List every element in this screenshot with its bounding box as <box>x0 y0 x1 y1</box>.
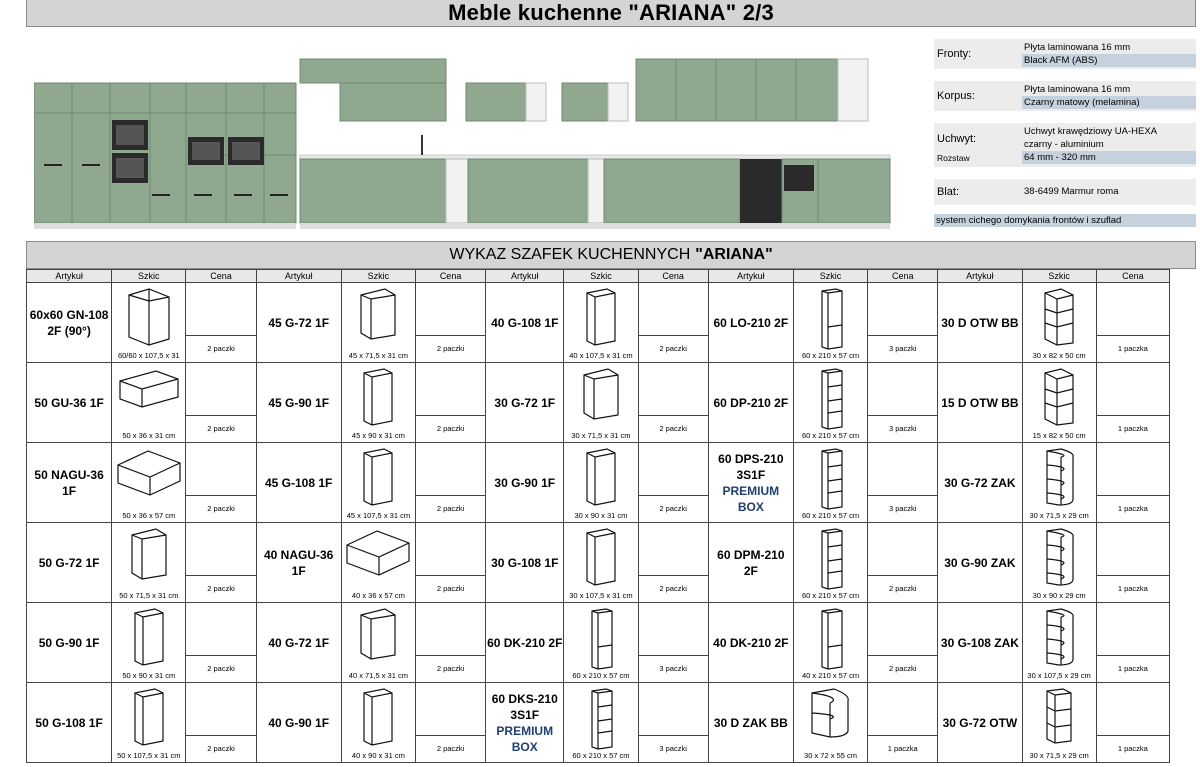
price-cell <box>186 283 256 363</box>
sketch-cell <box>793 283 867 363</box>
package-count: 2 paczki <box>639 415 708 442</box>
price-cell <box>868 523 938 603</box>
article-name: 50 GU-36 1F <box>34 395 104 410</box>
catalog-page <box>26 0 1196 767</box>
fridge-column-icon <box>816 287 846 351</box>
table-row <box>27 523 1170 603</box>
article-cell <box>708 443 793 523</box>
deep-hood-cabinet-icon <box>343 527 413 577</box>
dimensions-text: 30 x 90 x 29 cm <box>1032 591 1086 600</box>
price-cell <box>638 443 708 523</box>
price-cell <box>868 683 938 763</box>
dimensions-text: 60 x 210 x 57 cm <box>801 431 860 440</box>
dimensions-text: 40 x 107,5 x 31 cm <box>569 351 633 360</box>
corner-cabinet-icon <box>119 287 179 347</box>
package-count: 2 paczki <box>868 575 937 602</box>
dimensions-text: 45 x 71,5 x 31 cm <box>348 351 408 360</box>
header-szkic: Szkic <box>1022 270 1096 283</box>
package-count: 3 paczki <box>868 495 937 522</box>
article-name: 50 G-108 1F <box>35 715 103 730</box>
dimensions-text: 30 x 107,5 x 29 cm <box>1027 671 1091 680</box>
article-name: 30 G-72 OTW <box>942 715 1018 730</box>
article-name: 30 G-108 1F <box>491 555 559 570</box>
article-cell <box>256 443 341 523</box>
sketch-cell <box>564 443 638 523</box>
sketch-cell <box>341 443 415 523</box>
header-cena: Cena <box>1096 270 1169 283</box>
package-count: 1 paczka <box>1097 735 1169 762</box>
package-count: 1 paczka <box>1097 495 1169 522</box>
silent-close-note: system cichego domykania frontów i szuflad <box>934 214 1196 227</box>
package-count: 2 paczki <box>186 655 255 682</box>
spec-value: Płyta laminowana 16 mm <box>1024 84 1131 95</box>
sketch-cell <box>1022 523 1096 603</box>
price-cell <box>1096 603 1169 683</box>
sketch-cell <box>341 283 415 363</box>
article-name: 30 D OTW BB <box>941 315 1019 330</box>
tall-column-icon <box>586 607 616 671</box>
dimensions-text: 50 x 90 x 31 cm <box>122 671 176 680</box>
package-count: 2 paczki <box>639 335 708 362</box>
microwave-column-icon <box>816 527 846 591</box>
sketch-cell <box>112 603 186 683</box>
tall-wall-cabinet-icon <box>358 687 398 747</box>
price-cell <box>1096 363 1169 443</box>
tall-wall-cabinet-icon <box>129 687 169 747</box>
article-name: 60 DPM-210 2F <box>717 547 785 578</box>
package-count: 2 paczki <box>186 415 255 442</box>
premium-box-label: PREMIUM BOX <box>496 723 554 754</box>
open-wall-shelf-icon <box>1041 687 1077 745</box>
spec-label: Korpus: <box>937 90 975 102</box>
article-name: 45 G-72 1F <box>268 315 330 330</box>
header-cena: Cena <box>638 270 708 283</box>
article-cell <box>256 683 341 763</box>
oven-drawer-column-icon <box>816 447 846 511</box>
header-artykul: Artykuł <box>708 270 793 283</box>
package-count: 3 paczki <box>639 655 708 682</box>
article-name: 15 D OTW BB <box>941 395 1019 410</box>
article-cell <box>938 443 1022 523</box>
dimensions-text: 50 x 36 x 57 cm <box>122 511 176 520</box>
article-cell <box>27 683 112 763</box>
header-artykul: Artykuł <box>486 270 564 283</box>
package-count: 1 paczka <box>1097 415 1169 442</box>
sketch-cell <box>112 443 186 523</box>
dimensions-text: 40 x 210 x 57 cm <box>801 671 860 680</box>
spec-value: Uchwyt krawędziowy UA-HEXA <box>1024 126 1158 137</box>
tall-wall-cabinet-icon <box>129 607 169 667</box>
price-cell <box>638 683 708 763</box>
spec-value: Czarny matowy (melamina) <box>1022 96 1196 109</box>
dimensions-text: 30 x 71,5 x 31 cm <box>571 431 631 440</box>
article-cell <box>256 523 341 603</box>
price-cell <box>638 523 708 603</box>
price-cell <box>415 443 485 523</box>
article-name: 30 G-90 1F <box>494 475 556 490</box>
article-cell <box>27 603 112 683</box>
sketch-cell <box>1022 603 1096 683</box>
table-row <box>27 283 1170 363</box>
table-row <box>27 363 1170 443</box>
sketch-cell <box>793 603 867 683</box>
sketch-cell <box>112 283 186 363</box>
dimensions-text: 50 x 36 x 31 cm <box>122 431 176 440</box>
article-cell <box>486 283 564 363</box>
article-cell <box>27 283 112 363</box>
article-cell <box>486 683 564 763</box>
dimensions-text: 60 x 210 x 57 cm <box>801 591 860 600</box>
tall-wall-cabinet-icon <box>581 287 621 347</box>
article-name: 60 LO-210 2F <box>713 315 789 330</box>
article-name: 30 G-90 ZAK <box>944 555 1016 570</box>
price-cell <box>186 363 256 443</box>
rounded-shelf-icon <box>1039 607 1079 667</box>
spec-value: Płyta laminowana 16 mm <box>1024 42 1131 53</box>
tall-column-icon <box>816 607 846 671</box>
spec-label: Blat: <box>937 186 960 198</box>
price-cell <box>186 443 256 523</box>
dimensions-text: 30 x 72 x 55 cm <box>804 751 857 760</box>
package-count: 2 paczki <box>639 495 708 522</box>
article-name: 30 G-72 1F <box>494 395 556 410</box>
list-title-prefix: WYKAZ SZAFEK KUCHENNYCH <box>449 246 691 263</box>
header-szkic: Szkic <box>112 270 186 283</box>
price-cell <box>415 603 485 683</box>
open-shelf-icon <box>1039 287 1079 347</box>
article-name: 45 G-108 1F <box>265 475 333 490</box>
sketch-cell <box>1022 443 1096 523</box>
article-name: 50 G-72 1F <box>38 555 100 570</box>
rounded-base-shelf-icon <box>808 687 854 739</box>
specs-panel <box>934 39 1196 234</box>
dimensions-text: 30 x 90 x 31 cm <box>574 511 628 520</box>
price-cell <box>415 283 485 363</box>
dimensions-text: 50 x 71,5 x 31 cm <box>119 591 179 600</box>
tall-wall-cabinet-icon <box>581 447 621 507</box>
page-title: Meble kuchenne "ARIANA" 2/3 <box>26 0 1196 27</box>
article-cell <box>938 683 1022 763</box>
price-cell <box>415 683 485 763</box>
spec-value: 64 mm - 320 mm <box>1022 151 1196 164</box>
price-cell <box>638 363 708 443</box>
package-count: 2 paczki <box>416 415 485 442</box>
article-name: 60 DKS-210 3S1F <box>491 691 558 722</box>
package-count: 3 paczki <box>868 335 937 362</box>
price-cell <box>186 523 256 603</box>
article-name: 30 G-72 ZAK <box>944 475 1016 490</box>
package-count: 2 paczki <box>416 575 485 602</box>
deep-hood-cabinet-icon <box>114 447 184 497</box>
package-count: 2 paczki <box>416 495 485 522</box>
dimensions-text: 60 x 210 x 57 cm <box>572 671 630 680</box>
price-cell <box>868 363 938 443</box>
article-cell <box>938 283 1022 363</box>
sketch-cell <box>793 443 867 523</box>
article-cell <box>486 603 564 683</box>
sketch-cell <box>564 523 638 603</box>
spec-korpus <box>934 81 1196 111</box>
dimensions-text: 30 x 107,5 x 31 cm <box>569 591 633 600</box>
spec-uchwyt <box>934 123 1196 167</box>
price-cell <box>868 443 938 523</box>
spec-label: Uchwyt: <box>937 133 977 145</box>
package-count: 2 paczki <box>416 655 485 682</box>
article-cell <box>708 603 793 683</box>
table-row <box>27 603 1170 683</box>
article-cell <box>486 363 564 443</box>
package-count: 1 paczka <box>1097 655 1169 682</box>
package-count: 1 paczka <box>1097 575 1169 602</box>
wall-cabinet-icon <box>578 367 624 421</box>
sketch-cell <box>112 683 186 763</box>
package-count: 2 paczki <box>186 735 255 762</box>
dimensions-text: 45 x 90 x 31 cm <box>351 431 405 440</box>
article-cell <box>938 523 1022 603</box>
wall-cabinet-icon <box>355 607 401 661</box>
drawer-column-icon <box>586 687 616 751</box>
header-cena: Cena <box>186 270 256 283</box>
package-count: 3 paczki <box>868 415 937 442</box>
article-cell <box>27 443 112 523</box>
header-artykul: Artykuł <box>938 270 1022 283</box>
article-cell <box>256 603 341 683</box>
dimensions-text: 60 x 210 x 57 cm <box>801 351 860 360</box>
dimensions-text: 30 x 71,5 x 29 cm <box>1029 511 1089 520</box>
article-cell <box>256 283 341 363</box>
price-cell <box>868 603 938 683</box>
rounded-shelf-icon <box>1039 527 1079 587</box>
article-name: 60x60 GN-108 2F (90°) <box>29 307 109 338</box>
dimensions-text: 45 x 107,5 x 31 cm <box>346 511 411 520</box>
sketch-cell <box>341 363 415 443</box>
article-name: 40 G-108 1F <box>491 315 559 330</box>
sketch-cell <box>112 523 186 603</box>
table-row <box>27 443 1170 523</box>
sketch-cell <box>793 683 867 763</box>
header-artykul: Artykuł <box>27 270 112 283</box>
article-name: 30 D ZAK BB <box>713 715 788 730</box>
package-count: 2 paczki <box>416 335 485 362</box>
price-cell <box>186 683 256 763</box>
list-title-name: "ARIANA" <box>695 246 773 263</box>
price-cell <box>186 603 256 683</box>
article-cell <box>708 683 793 763</box>
package-count: 2 paczki <box>186 335 255 362</box>
article-cell <box>27 363 112 443</box>
article-cell <box>938 603 1022 683</box>
sketch-cell <box>341 683 415 763</box>
spec-value: 38-6499 Marmur roma <box>1024 186 1119 197</box>
sketch-cell <box>1022 683 1096 763</box>
dimensions-text: 15 x 82 x 50 cm <box>1032 431 1086 440</box>
sketch-cell <box>564 603 638 683</box>
article-cell <box>708 363 793 443</box>
spec-label: Fronty: <box>937 48 972 60</box>
sketch-cell <box>793 523 867 603</box>
dimensions-text: 30 x 71,5 x 29 cm <box>1029 751 1089 760</box>
header-szkic: Szkic <box>341 270 415 283</box>
price-cell <box>415 363 485 443</box>
package-count: 1 paczka <box>1097 335 1169 362</box>
article-cell <box>256 363 341 443</box>
package-count: 1 paczka <box>868 735 937 762</box>
kitchen-render-image <box>34 45 894 235</box>
price-cell <box>868 283 938 363</box>
price-cell <box>1096 523 1169 603</box>
oven-column-icon <box>816 367 846 431</box>
dimensions-text: 60 x 210 x 57 cm <box>801 511 860 520</box>
price-cell <box>1096 443 1169 523</box>
dimensions-text: 50 x 107,5 x 31 cm <box>117 751 181 760</box>
sketch-cell <box>112 363 186 443</box>
table-row <box>27 683 1170 763</box>
article-name: 60 DPS-210 3S1F <box>718 451 784 482</box>
article-cell <box>938 363 1022 443</box>
sketch-cell <box>341 523 415 603</box>
table-header-row <box>27 270 1170 283</box>
open-shelf-icon <box>1039 367 1079 427</box>
sketch-cell <box>564 683 638 763</box>
price-cell <box>638 603 708 683</box>
article-name: 50 NAGU-36 1F <box>34 467 104 498</box>
article-name: 60 DK-210 2F <box>487 635 563 650</box>
dimensions-text: 40 x 90 x 31 cm <box>351 751 405 760</box>
dimensions-text: 30 x 82 x 50 cm <box>1032 351 1086 360</box>
premium-box-label: PREMIUM BOX <box>722 483 780 514</box>
price-cell <box>1096 683 1169 763</box>
article-name: 30 G-108 ZAK <box>940 635 1019 650</box>
package-count: 2 paczki <box>186 575 255 602</box>
wall-cabinet-icon <box>126 527 172 581</box>
dimensions-text: 40 x 71,5 x 31 cm <box>348 671 408 680</box>
article-cell <box>708 523 793 603</box>
price-cell <box>415 523 485 603</box>
header-cena: Cena <box>868 270 938 283</box>
sketch-cell <box>1022 363 1096 443</box>
article-cell <box>486 523 564 603</box>
dimensions-text: 60 x 210 x 57 cm <box>572 751 630 760</box>
sketch-cell <box>793 363 867 443</box>
article-cell <box>27 523 112 603</box>
article-name: 40 G-90 1F <box>268 715 330 730</box>
spec-value: Black AFM (ABS) <box>1022 54 1196 67</box>
header-szkic: Szkic <box>793 270 867 283</box>
article-cell <box>486 443 564 523</box>
article-name: 50 G-90 1F <box>38 635 100 650</box>
spec-fronty <box>934 39 1196 69</box>
sketch-cell <box>564 363 638 443</box>
article-name: 60 DP-210 2F <box>713 395 789 410</box>
article-name: 40 G-72 1F <box>268 635 330 650</box>
cabinet-table <box>26 269 1170 763</box>
package-count: 2 paczki <box>639 575 708 602</box>
dimensions-text: 40 x 36 x 57 cm <box>351 591 405 600</box>
dimensions-text: 60/60 x 107,5 x 31 <box>117 351 180 360</box>
article-name: 40 NAGU-36 1F <box>264 547 334 578</box>
rounded-shelf-icon <box>1039 447 1079 507</box>
header-artykul: Artykuł <box>256 270 341 283</box>
package-count: 2 paczki <box>416 735 485 762</box>
tall-wall-cabinet-icon <box>358 367 398 427</box>
header-szkic: Szkic <box>564 270 638 283</box>
package-count: 2 paczki <box>868 655 937 682</box>
tall-wall-cabinet-icon <box>358 447 398 507</box>
list-title <box>26 241 1196 269</box>
hood-cabinet-icon <box>116 367 182 411</box>
spec-blat <box>934 179 1196 205</box>
sketch-cell <box>341 603 415 683</box>
sketch-cell <box>1022 283 1096 363</box>
tall-wall-cabinet-icon <box>581 527 621 587</box>
package-count: 3 paczki <box>639 735 708 762</box>
wall-cabinet-icon <box>355 287 401 341</box>
article-name: 45 G-90 1F <box>268 395 330 410</box>
price-cell <box>1096 283 1169 363</box>
spec-sublabel: Rozstaw <box>937 153 970 163</box>
sketch-cell <box>564 283 638 363</box>
header-cena: Cena <box>415 270 485 283</box>
overview-section <box>26 27 1196 241</box>
article-cell <box>708 283 793 363</box>
article-name: 40 DK-210 2F <box>713 635 789 650</box>
price-cell <box>638 283 708 363</box>
spec-value: czarny - aluminium <box>1024 139 1104 150</box>
package-count: 2 paczki <box>186 495 255 522</box>
